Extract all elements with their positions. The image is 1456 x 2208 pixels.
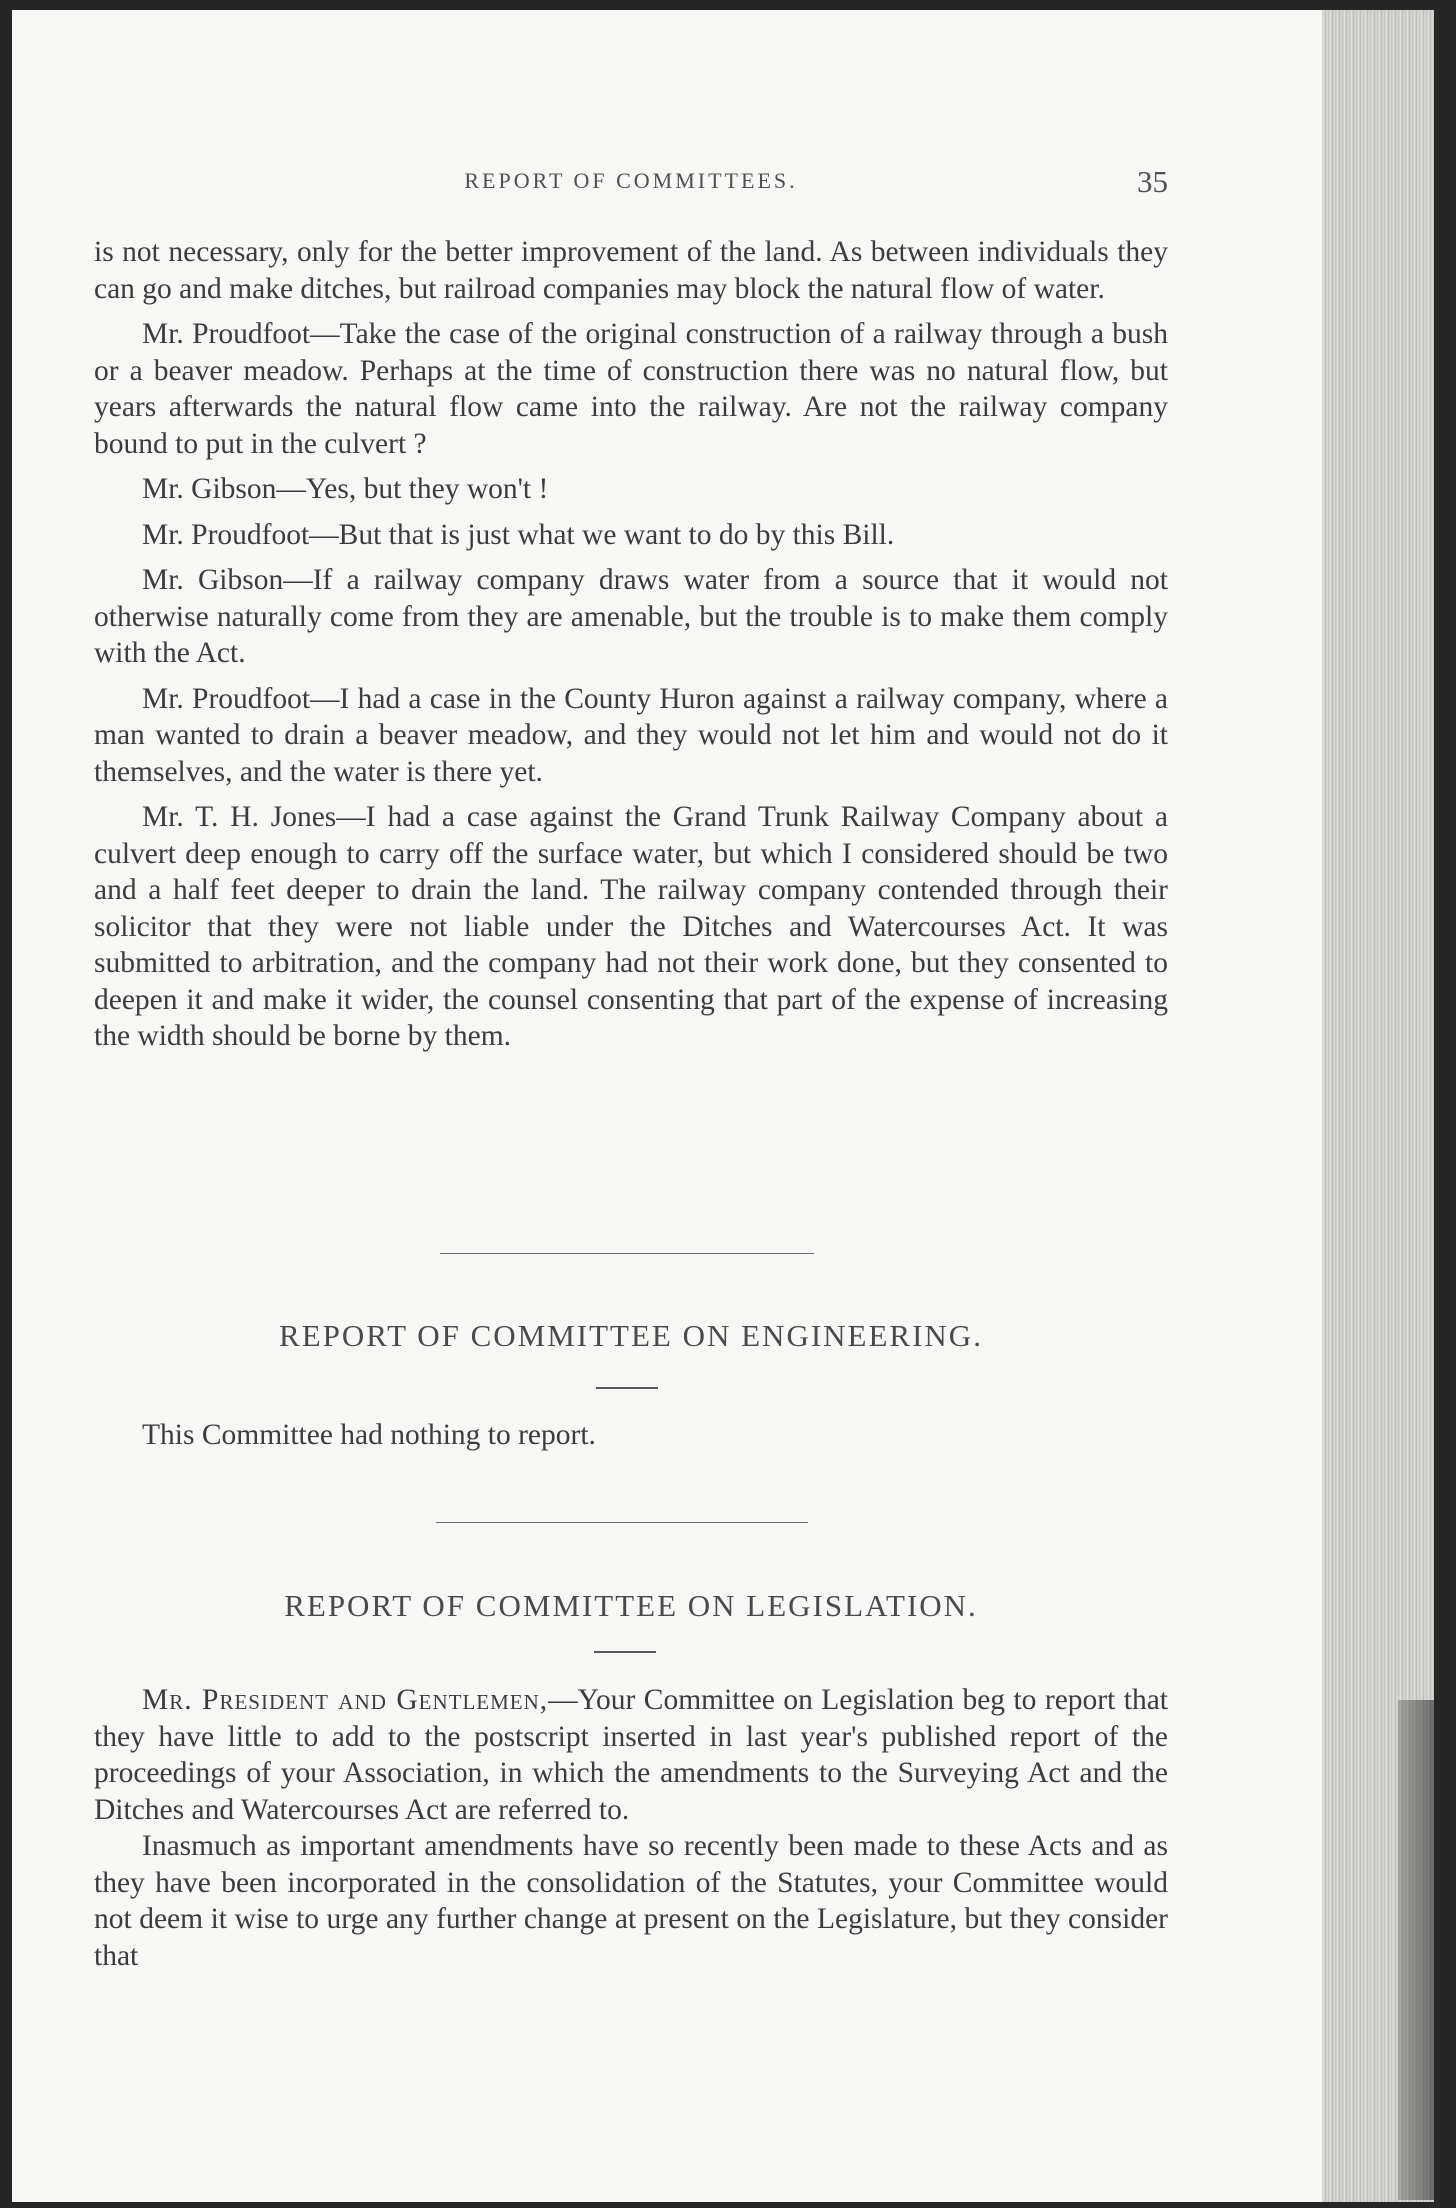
section-divider (440, 1253, 814, 1254)
engineering-body: This Committee had nothing to report. (142, 1419, 596, 1451)
discussion-paragraph: Mr. Gibson—If a railway company draws water from a source that it would not otherwise naturally come from they are amenable, but the trouble is to make them comply with the Act. (94, 564, 1168, 669)
discussion-paragraph: Mr. Proudfoot—I had a case in the County Huron against a railway company, where a man wanted to drain a beaver meadow, and they would not let him and would not do it themselves, and the water is there yet. (94, 682, 1168, 788)
discussion-paragraph: Mr. Proudfoot—Take the case of the original construction of a railway through a bush or a beaver meadow. Perhaps at the time of construction there was no natural flow, but years afterwards the natural flow came into the railway. Are not the railway company bound to put in the culvert ? (94, 318, 1168, 460)
discussion-paragraph: Mr. T. H. Jones—I had a case against the Grand Trunk Railway Company about a culvert deep enough to carry off the surface water, but which I considered should be two and a half feet deeper to drain the land. The railway company contended through their solicitor that they were not liable under the Ditches and Watercourses Act. It was submitted to arbitration, and the company had not their work done, but they consented to deepen it and make it wider, the counsel consenting that part of the expense of increasing the width should be borne by them. (94, 801, 1168, 1052)
legislation-paragraph: Inasmuch as important amendments have so recently been made to these Acts and as they have been incorporated in the consolidation of the Statutes, your Committee would not deem it wise to urge any further change at present on the Legislature, but they consider that (94, 1830, 1168, 1972)
engineering-section-title: REPORT OF COMMITTEE ON ENGINEERING. (279, 1318, 983, 1353)
section-divider (436, 1522, 808, 1523)
running-head-title: REPORT OF COMMITTEES. (464, 168, 798, 193)
page-stack-shadow (1398, 1700, 1434, 2200)
engineering-section (94, 1417, 1168, 1454)
legislation-paragraph-text: —Your Committee on Legislation beg to report that they have little to add to the postscript inserted in last year's published report of the proceedings of your Association, in which the amendments to the Surveying Act and the Ditches and Watercourses Act are referred to. (94, 1684, 1168, 1826)
legislation-section-title: REPORT OF COMMITTEE ON LEGISLATION. (284, 1588, 978, 1623)
salutation: Mr. President and Gentlemen, (142, 1684, 549, 1716)
title-rule (596, 1387, 658, 1389)
discussion-paragraph: Mr. Gibson—Yes, but they won't ! (142, 473, 549, 505)
legislation-section (94, 1682, 1168, 1974)
page-number: 35 (1137, 164, 1168, 199)
continuation-paragraph: is not necessary, only for the better improvement of the land. As between individuals they can go and make ditches, but railroad companies may block the natural flow of water. (94, 236, 1168, 305)
legislation-paragraph (94, 1682, 1168, 1828)
discussion-paragraph: Mr. Proudfoot—But that is just what we want to do by this Bill. (142, 518, 895, 551)
title-rule (594, 1651, 656, 1653)
running-head (94, 164, 1168, 204)
discussion-section (94, 234, 1168, 1055)
